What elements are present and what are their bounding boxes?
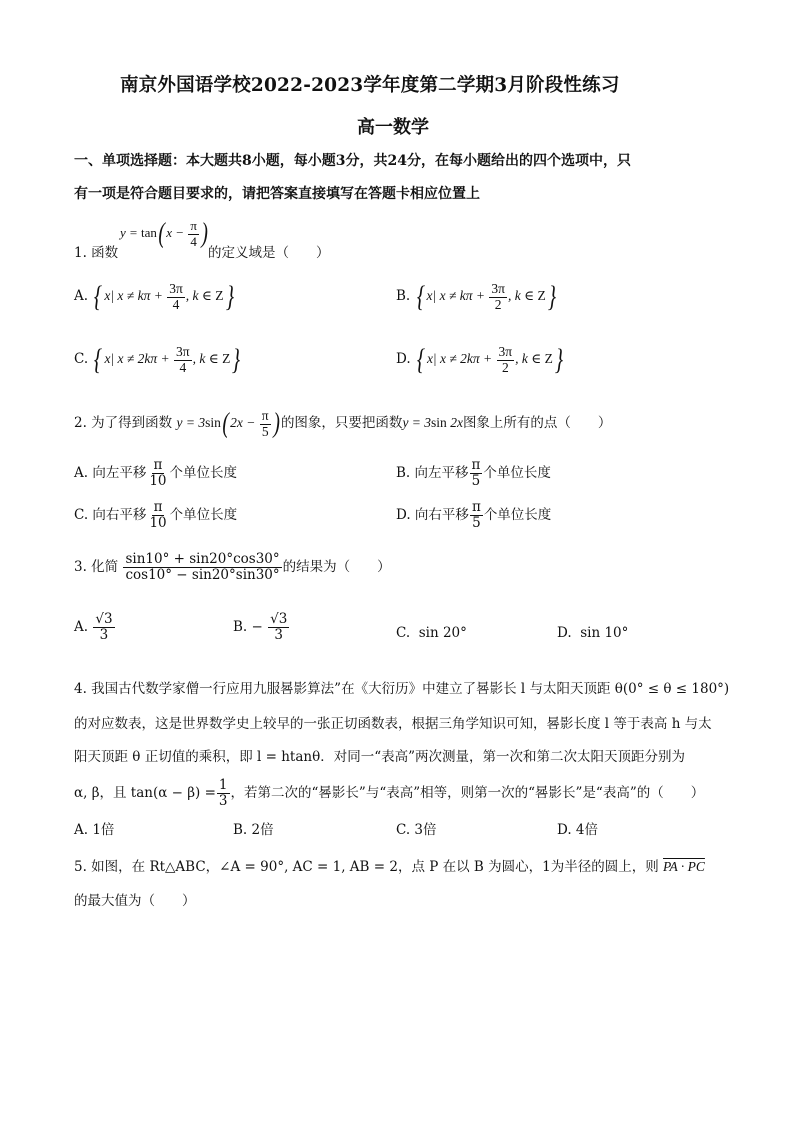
q4-line4: α, β，且 tan(α − β) = $\frac{1}{3}$ ，若第二次的“晷影长”与“表高”相等，则第一次的“晷影长”是“表高”的（ ） <box>74 777 705 809</box>
q5-line2: 的最大值为（ ） <box>74 893 196 909</box>
q4-option-d[interactable]: D. 4倍 <box>557 822 599 838</box>
q2-option-d[interactable]: D. 向右平移 $\frac{\pi}{5}$ 个单位长度 <box>396 499 552 531</box>
q3-option-c[interactable]: C. sin 20° <box>396 625 467 641</box>
q4-line1: 4. 我国古代数学家僧一行应用九服晷影算法”在《大衍历》中建立了晷影长 l 与太阳天顶距 θ(0° ≤ θ ≤ 180°) <box>74 681 730 697</box>
q2-option-c[interactable]: C. 向右平移 $\frac{\pi}{10}$ 个单位长度 <box>74 499 238 531</box>
q1-suffix: 的定义域是（ ） <box>208 245 330 261</box>
q3-option-d[interactable]: D. sin 10° <box>557 625 629 641</box>
q4-line2: 的对应数表，这是世界数学史上较早的一张正切函数表，根据三角学知识可知，晷影长度 l 等于表高 h 与太 <box>74 716 712 732</box>
q4-line3: 阳天顶距 θ 正切值的乘积，即 l = htanθ．对同一“表高”两次测量，第一次和第二次太阳天顶距分别为 <box>74 749 686 765</box>
q3-option-a[interactable]: A. $\frac{√3}{3}$ <box>74 611 113 643</box>
q1-option-d-set: { x| x ≠ 2kπ + $\frac{3\pi}{2}$ , k ∈ Z} <box>416 343 564 376</box>
exam-subtitle: 高一数学 <box>357 117 429 138</box>
q1-option-d[interactable] <box>396 343 565 377</box>
section-instructions-line2: 有一项是符合题目要求的，请把答案直接填写在答题卡相应位置上 <box>74 186 480 202</box>
q1-option-b[interactable] <box>396 280 558 314</box>
q1-option-a[interactable] <box>74 280 236 314</box>
q2-source-function: y = 3sin 2x <box>402 415 463 431</box>
section-instructions-line1: 一、单项选择题：本大题共8小题，每小题3分，共24分，在每小题给出的四个选项中，只 <box>74 153 631 169</box>
q2-option-b[interactable]: B. 向左平移 $\frac{\pi}{5}$ 个单位长度 <box>396 457 551 489</box>
exam-title: 南京外国语学校2022-2023学年度第二学期3月阶段性练习 <box>120 75 620 96</box>
q3-expression: $\frac{\sin 10^\circ + \sin 20^\circ\cos 30^\circ}{\cos 10^\circ - \sin 20^\circ\sin 30^\circ}$ <box>125 551 280 583</box>
q4-option-a[interactable]: A. 1倍 <box>74 822 115 838</box>
q1-option-c-set: { x| x ≠ 2kπ + $\frac{3\pi}{4}$ , k ∈ Z} <box>94 343 241 376</box>
q1-prefix: 1. 函数 <box>74 245 119 261</box>
q1-option-c-label: C. <box>74 351 89 368</box>
q1-option-a-label: A. <box>74 288 89 305</box>
q5-line1: 5. 如图，在 Rt△ABC，∠A = 90°, AC = 1, AB = 2，点 P 在以 B 为圆心，1为半径的圆上，则 PA · PC <box>74 859 705 875</box>
q1-function-formula: y = tan(x − $\frac{\pi}{4}$ ) <box>120 218 208 249</box>
q2-stem: 2. 为了得到函数 y = 3sin(2x − $\frac{\pi}{5}$ )的图象，只要把函数y = 3sin 2x图象上所有的点（ ） <box>74 407 612 439</box>
q3-stem: 3. 化简 $\frac{\sin 10^\circ + \sin 20^\circ\cos 30^\circ}{\cos 10^\circ - \sin 20^\circ\sin 30^\circ}$ 的结果为（ ） <box>74 551 391 583</box>
q2-option-a[interactable]: A. 向左平移 $\frac{\pi}{10}$ 个单位长度 <box>74 457 238 489</box>
q1-option-a-set: { x| x ≠ kπ + $\frac{3\pi}{4}$ , k ∈ Z} <box>94 280 234 313</box>
q4-option-b[interactable]: B. 2倍 <box>233 822 274 838</box>
q1-option-b-label: B. <box>396 288 411 305</box>
q1-option-b-set: { x| x ≠ kπ + $\frac{3\pi}{2}$ , k ∈ Z} <box>416 280 556 313</box>
q3-option-b[interactable]: B. − $\frac{√3}{3}$ <box>233 611 288 643</box>
q5-vector-product: PA · PC <box>663 859 705 874</box>
q1-option-c[interactable] <box>74 343 242 377</box>
q4-option-c[interactable]: C. 3倍 <box>396 822 437 838</box>
q1-option-d-label: D. <box>396 351 411 368</box>
q2-target-function: y = 3sin(2x − $\frac{\pi}{5}$ ) <box>176 407 280 439</box>
